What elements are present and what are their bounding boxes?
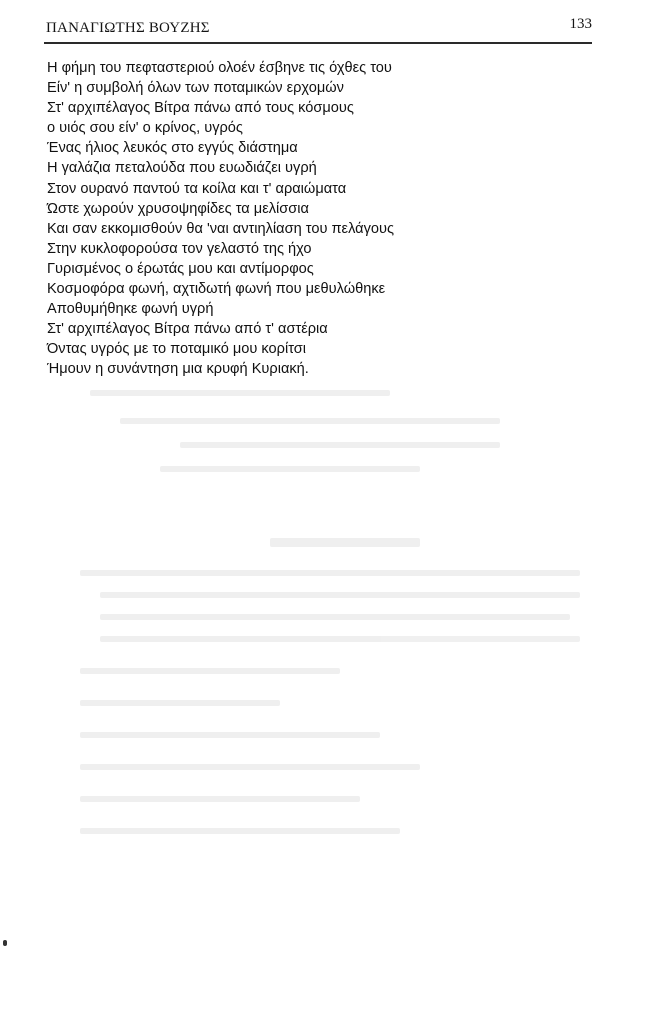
poem-line: Είν' η συμβολή όλων των ποταμικών ερχομών xyxy=(47,80,344,97)
poem-line: Στ' αρχιπέλαγος Βίτρα πάνω από τους κόσμους xyxy=(47,100,354,117)
poem-line: Στην κυκλοφορούσα τον γελαστό της ήχο xyxy=(47,240,312,257)
header-rule xyxy=(44,42,592,44)
poem-line: Ώστε χωρούν χρυσοψηφίδες τα μελίσσια xyxy=(47,200,309,217)
poem-line: Γυρισμένος ο έρωτάς μου και αντίμορφος xyxy=(47,260,314,277)
poem-line: Και σαν εκκομισθούν θα 'ναι αντιηλίαση του πελάγους xyxy=(47,220,395,237)
poem-line: Η γαλάζια πεταλούδα που ευωδιάζει υγρή xyxy=(47,160,317,177)
show-through-background xyxy=(60,370,620,890)
poem-line: Ένας ήλιος λευκός στο εγγύς διάστημα xyxy=(47,140,298,157)
poem-line: Στ' αρχιπέλαγος Βίτρα πάνω από τ' αστέρια xyxy=(47,321,328,338)
poem-text xyxy=(47,58,394,380)
running-head-author: ΠΑΝΑΓΙΩΤΗΣ ΒΟΥΖΗΣ xyxy=(46,20,210,36)
poem-line: Αποθυμήθηκε φωνή υγρή xyxy=(47,301,214,318)
page-number: 133 xyxy=(569,16,592,32)
poem-line: Ήμουν η συνάντηση μια κρυφή Κυριακή. xyxy=(47,361,309,378)
poem-line: Η φήμη του πεφταστεριού ολοέν έσβηνε τις όχθες του xyxy=(47,60,392,76)
poem-line: Στον ουρανό παντού τα κοίλα και τ' αραιώματα xyxy=(47,180,347,197)
scan-edge-mark xyxy=(3,940,7,946)
poem-line: Κοσμοφόρα φωνή, αχτιδωτή φωνή που μεθυλώθηκε xyxy=(47,281,386,298)
poem-line: ο υιός σου είν' ο κρίνος, υγρός xyxy=(47,120,243,137)
poem-line: Όντας υγρός με το ποταμικό μου κορίτσι xyxy=(47,341,307,358)
